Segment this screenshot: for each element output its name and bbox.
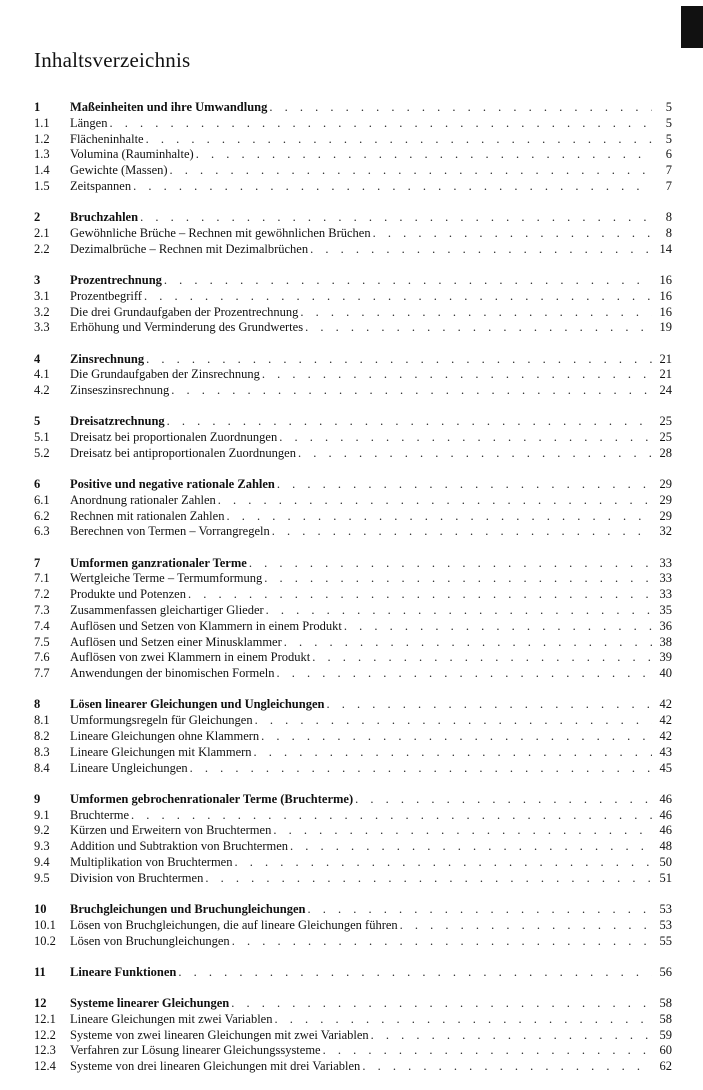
dot-leader	[205, 871, 652, 887]
dot-leader	[323, 1043, 652, 1059]
page-number: 56	[659, 964, 672, 979]
entry-number: 10.1	[34, 917, 56, 932]
entry-number: 7.7	[34, 666, 50, 681]
chapter-heading-row	[34, 352, 672, 368]
entry-title: Längen	[70, 115, 108, 130]
entry-title: Dreisatz bei proportionalen Zuordnungen	[70, 430, 278, 445]
entry-number: 9.3	[34, 839, 50, 854]
entry-title: Multiplikation von Bruchtermen	[70, 855, 233, 869]
dot-leader	[273, 823, 652, 839]
page-number: 36	[659, 618, 672, 633]
entry-number: 2.1	[34, 225, 50, 240]
section-row	[34, 1028, 672, 1044]
entry-title: Lineare Gleichungen mit Klammern	[70, 744, 252, 759]
dot-leader	[326, 697, 652, 713]
section-row	[34, 839, 672, 855]
entry-title: Flächeninhalte	[70, 131, 144, 146]
entry-number: 8.1	[34, 713, 50, 728]
section-row	[34, 1012, 672, 1028]
entry-number: 1.5	[34, 178, 50, 193]
page-number: 7	[665, 163, 672, 178]
entry-title: Volumina (Rauminhalte)	[70, 147, 194, 162]
entry-title: Dreisatzrechnung	[70, 414, 165, 429]
section-row	[34, 242, 672, 258]
entry-title: Auflösen und Setzen von Klammern in einem Produkt	[70, 618, 342, 633]
entry-title: Gewöhnliche Brüche – Rechnen mit gewöhnlichen Brüchen	[70, 225, 371, 240]
dot-leader	[274, 1012, 652, 1028]
entry-title: Maßeinheiten und ihre Umwandlung	[70, 100, 268, 114]
entry-title: Systeme von drei linearen Gleichungen mit drei Variablen	[70, 1059, 361, 1074]
page-number: 14	[659, 241, 672, 256]
entry-number: 2	[34, 210, 41, 225]
page-number: 16	[659, 304, 672, 319]
entry-number: 8.4	[34, 760, 50, 775]
page-number: 7	[665, 178, 672, 193]
chapter-heading-row	[34, 996, 672, 1012]
section-row	[34, 918, 672, 934]
dot-leader	[231, 996, 652, 1012]
section-row	[34, 871, 672, 887]
dot-leader	[234, 855, 652, 871]
entry-number: 6.3	[34, 524, 50, 539]
entry-number: 3.1	[34, 288, 50, 303]
section-row	[34, 524, 672, 540]
page-number: 24	[659, 383, 672, 398]
page-number: 48	[659, 839, 672, 854]
entry-number: 7.3	[34, 603, 50, 618]
entry-number: 1	[34, 100, 41, 114]
page-number: 8	[665, 210, 672, 225]
dot-leader	[164, 273, 652, 289]
entry-number: 12	[34, 995, 47, 1010]
dot-leader	[218, 493, 652, 509]
entry-title: Lösen von Bruchgleichungen, die auf lineare Gleichungen führen	[70, 917, 398, 932]
chapter-block	[34, 414, 672, 461]
dot-leader	[344, 619, 652, 635]
section-row	[34, 1043, 672, 1059]
page-number: 16	[659, 288, 672, 303]
dot-leader	[277, 477, 652, 493]
entry-title: Umformen ganzrationaler Terme	[70, 555, 247, 570]
dot-leader	[178, 965, 652, 981]
page-title: Inhaltsverzeichnis	[34, 48, 191, 72]
entry-title: Dezimalbrüche – Rechnen mit Dezimalbrüchen	[70, 241, 309, 256]
entry-title: Prozentbegriff	[70, 288, 142, 303]
entry-number: 7.5	[34, 634, 50, 649]
entry-title: Kürzen und Erweitern von Bruchtermen	[70, 823, 272, 838]
page-number: 38	[659, 634, 672, 649]
dot-leader	[264, 571, 652, 587]
dot-leader	[276, 666, 652, 682]
entry-number: 12.2	[34, 1027, 56, 1042]
section-row	[34, 808, 672, 824]
entry-number: 2.2	[34, 241, 50, 256]
chapter-heading-row	[34, 965, 672, 981]
page-number: 28	[659, 445, 672, 460]
dot-leader	[300, 305, 652, 321]
page-number: 60	[659, 1043, 672, 1058]
chapter-block	[34, 902, 672, 949]
entry-title: Positive und negative rationale Zahlen	[70, 477, 275, 492]
dot-leader	[261, 729, 652, 745]
page-number: 46	[659, 791, 672, 806]
dot-leader	[312, 650, 652, 666]
chapter-heading-row	[34, 902, 672, 918]
page-number: 42	[659, 713, 672, 728]
entry-number: 12.1	[34, 1011, 56, 1026]
section-row	[34, 587, 672, 603]
page-number: 53	[659, 901, 672, 916]
chapter-block	[34, 210, 672, 257]
page-number: 16	[659, 272, 672, 287]
entry-title: Lineare Gleichungen ohne Klammern	[70, 729, 260, 744]
page-edge-marker	[681, 6, 703, 48]
entry-title: Division von Bruchtermen	[70, 870, 204, 885]
entry-number: 6.1	[34, 492, 50, 507]
entry-number: 9.2	[34, 823, 50, 838]
chapter-block	[34, 965, 672, 981]
dot-leader	[305, 320, 652, 336]
entry-number: 5.2	[34, 445, 50, 460]
chapter-heading-row	[34, 210, 672, 226]
entry-title: Lineare Ungleichungen	[70, 760, 188, 775]
chapter-heading-row	[34, 556, 672, 572]
entry-title: Die Grundaufgaben der Zinsrechnung	[70, 367, 260, 382]
entry-number: 7.2	[34, 587, 50, 602]
page-number: 29	[659, 492, 672, 507]
section-row	[34, 713, 672, 729]
entry-number: 4.2	[34, 383, 50, 398]
entry-title: Verfahren zur Lösung linearer Gleichungssysteme	[70, 1043, 321, 1058]
section-row	[34, 635, 672, 651]
page-number: 33	[659, 587, 672, 602]
page-number: 46	[659, 807, 672, 822]
section-row	[34, 367, 672, 383]
entry-number: 4	[34, 351, 41, 366]
page-number: 58	[659, 995, 672, 1010]
entry-title: Bruchzahlen	[70, 210, 139, 225]
dot-leader	[400, 918, 652, 934]
entry-title: Lineare Gleichungen mit zwei Variablen	[70, 1011, 273, 1026]
entry-title: Dreisatz bei antiproportionalen Zuordnungen	[70, 445, 296, 460]
section-row	[34, 934, 672, 950]
entry-title: Lösen von Bruchungleichungen	[70, 933, 230, 948]
dot-leader	[298, 446, 652, 462]
entry-title: Systeme von zwei linearen Gleichungen mit zwei Variablen	[70, 1027, 369, 1042]
dot-leader	[279, 430, 652, 446]
section-row	[34, 761, 672, 777]
section-row	[34, 603, 672, 619]
entry-title: Zinsrechnung	[70, 351, 145, 366]
dot-leader	[310, 242, 652, 258]
dot-leader	[188, 587, 652, 603]
page-number: 58	[659, 1011, 672, 1026]
page-number: 29	[659, 477, 672, 492]
entry-title: Bruchterme	[70, 807, 130, 822]
dot-leader	[167, 414, 652, 430]
page-number: 45	[659, 760, 672, 775]
page-number: 35	[659, 603, 672, 618]
entry-title: Prozentrechnung	[70, 272, 162, 287]
dot-leader	[307, 902, 652, 918]
page-number: 55	[659, 933, 672, 948]
dot-leader	[133, 179, 652, 195]
section-row	[34, 147, 672, 163]
section-row	[34, 619, 672, 635]
page-number: 53	[659, 917, 672, 932]
dot-leader	[262, 367, 652, 383]
chapter-block	[34, 792, 672, 887]
page-number: 32	[659, 524, 672, 539]
chapter-heading-row	[34, 414, 672, 430]
page-number: 62	[659, 1059, 672, 1074]
section-row	[34, 823, 672, 839]
dot-leader	[355, 792, 652, 808]
entry-number: 8.2	[34, 729, 50, 744]
entry-number: 7.4	[34, 618, 50, 633]
chapter-heading-row	[34, 273, 672, 289]
entry-number: 4.1	[34, 367, 50, 382]
dot-leader	[266, 603, 652, 619]
dot-leader	[255, 713, 652, 729]
page-number: 25	[659, 414, 672, 429]
page-number: 43	[659, 744, 672, 759]
dot-leader	[196, 147, 652, 163]
chapter-block	[34, 273, 672, 336]
page-number: 21	[659, 367, 672, 382]
entry-title: Anwendungen der binomischen Formeln	[70, 666, 275, 681]
page-number: 5	[665, 100, 672, 114]
entry-number: 9.1	[34, 807, 50, 822]
entry-number: 11	[34, 964, 46, 979]
section-row	[34, 1059, 672, 1075]
page-number: 51	[659, 870, 672, 885]
chapter-block	[34, 697, 672, 776]
dot-leader	[269, 100, 652, 116]
entry-number: 9.4	[34, 855, 50, 869]
section-row	[34, 745, 672, 761]
dot-leader	[109, 116, 652, 132]
entry-title: Auflösen und Setzen einer Minusklammer	[70, 634, 282, 649]
table-of-contents	[34, 100, 672, 1090]
page-number: 33	[659, 555, 672, 570]
section-row	[34, 446, 672, 462]
page-number: 21	[659, 351, 672, 366]
dot-leader	[249, 556, 652, 572]
entry-number: 10.2	[34, 933, 56, 948]
entry-title: Zinseszinsrechnung	[70, 383, 170, 398]
entry-number: 1.3	[34, 147, 50, 162]
dot-leader	[272, 524, 652, 540]
section-row	[34, 116, 672, 132]
page-number: 19	[659, 320, 672, 335]
entry-title: Auflösen von zwei Klammern in einem Produkt	[70, 650, 311, 665]
page-number: 5	[665, 115, 672, 130]
page-number: 5	[665, 131, 672, 146]
section-row	[34, 493, 672, 509]
entry-number: 9	[34, 791, 41, 806]
dot-leader	[290, 839, 652, 855]
entry-number: 1.4	[34, 163, 50, 178]
page-number: 50	[659, 855, 672, 869]
entry-number: 3.3	[34, 320, 50, 335]
entry-number: 1.1	[34, 115, 50, 130]
chapter-block	[34, 100, 672, 195]
chapter-heading-row	[34, 100, 672, 116]
entry-number: 12.4	[34, 1059, 56, 1074]
dot-leader	[226, 509, 652, 525]
entry-number: 12.3	[34, 1043, 56, 1058]
page-number: 40	[659, 666, 672, 681]
section-row	[34, 226, 672, 242]
chapter-block	[34, 477, 672, 540]
dot-leader	[362, 1059, 652, 1075]
entry-number: 8.3	[34, 744, 50, 759]
page-number: 29	[659, 508, 672, 523]
entry-number: 3.2	[34, 304, 50, 319]
dot-leader	[146, 352, 652, 368]
entry-title: Systeme linearer Gleichungen	[70, 995, 230, 1010]
entry-number: 7.6	[34, 650, 50, 665]
entry-title: Addition und Subtraktion von Bruchtermen	[70, 839, 289, 854]
section-row	[34, 855, 672, 871]
entry-title: Umformungsregeln für Gleichungen	[70, 713, 253, 728]
entry-number: 9.5	[34, 870, 50, 885]
section-row	[34, 509, 672, 525]
dot-leader	[146, 132, 652, 148]
entry-number: 6.2	[34, 508, 50, 523]
entry-title: Anordnung rationaler Zahlen	[70, 492, 216, 507]
section-row	[34, 666, 672, 682]
section-row	[34, 430, 672, 446]
entry-number: 5.1	[34, 430, 50, 445]
section-row	[34, 179, 672, 195]
page-number: 33	[659, 571, 672, 586]
page-number: 42	[659, 697, 672, 712]
page-number: 39	[659, 650, 672, 665]
dot-leader	[371, 1028, 652, 1044]
page-number: 25	[659, 430, 672, 445]
entry-title: Bruchgleichungen und Bruchungleichungen	[70, 901, 306, 916]
dot-leader	[131, 808, 652, 824]
section-row	[34, 132, 672, 148]
page-number: 59	[659, 1027, 672, 1042]
dot-leader	[254, 745, 652, 761]
dot-leader	[140, 210, 652, 226]
entry-number: 10	[34, 901, 47, 916]
page-number: 8	[665, 225, 672, 240]
entry-title: Umformen gebrochenrationaler Terme (Bruchterme)	[70, 791, 354, 806]
page-number: 6	[665, 147, 672, 162]
dot-leader	[373, 226, 652, 242]
section-row	[34, 320, 672, 336]
section-row	[34, 571, 672, 587]
entry-number: 3	[34, 272, 41, 287]
entry-number: 5	[34, 414, 41, 429]
entry-title: Wertgleiche Terme – Termumformung	[70, 571, 263, 586]
section-row	[34, 383, 672, 399]
entry-title: Produkte und Potenzen	[70, 587, 186, 602]
entry-title: Gewichte (Massen)	[70, 163, 168, 178]
entry-title: Zusammenfassen gleichartiger Glieder	[70, 603, 264, 618]
section-row	[34, 729, 672, 745]
section-row	[34, 163, 672, 179]
chapter-block	[34, 556, 672, 682]
page-number: 42	[659, 729, 672, 744]
page-number: 46	[659, 823, 672, 838]
chapter-block	[34, 352, 672, 399]
entry-number: 7	[34, 555, 41, 570]
entry-number: 8	[34, 697, 41, 712]
dot-leader	[144, 289, 652, 305]
section-row	[34, 305, 672, 321]
dot-leader	[190, 761, 652, 777]
entry-number: 6	[34, 477, 41, 492]
entry-title: Erhöhung und Verminderung des Grundwertes	[70, 320, 304, 335]
entry-number: 7.1	[34, 571, 50, 586]
entry-number: 1.2	[34, 131, 50, 146]
chapter-heading-row	[34, 477, 672, 493]
entry-title: Zeitspannen	[70, 178, 132, 193]
entry-title: Berechnen von Termen – Vorrangregeln	[70, 524, 270, 539]
chapter-block	[34, 996, 672, 1075]
dot-leader	[232, 934, 652, 950]
entry-title: Die drei Grundaufgaben der Prozentrechnung	[70, 304, 299, 319]
section-row	[34, 289, 672, 305]
entry-title: Lineare Funktionen	[70, 964, 177, 979]
section-row	[34, 650, 672, 666]
entry-title: Lösen linearer Gleichungen und Ungleichungen	[70, 697, 325, 712]
chapter-heading-row	[34, 697, 672, 713]
entry-title: Rechnen mit rationalen Zahlen	[70, 508, 225, 523]
dot-leader	[171, 383, 652, 399]
dot-leader	[170, 163, 652, 179]
chapter-heading-row	[34, 792, 672, 808]
dot-leader	[284, 635, 652, 651]
